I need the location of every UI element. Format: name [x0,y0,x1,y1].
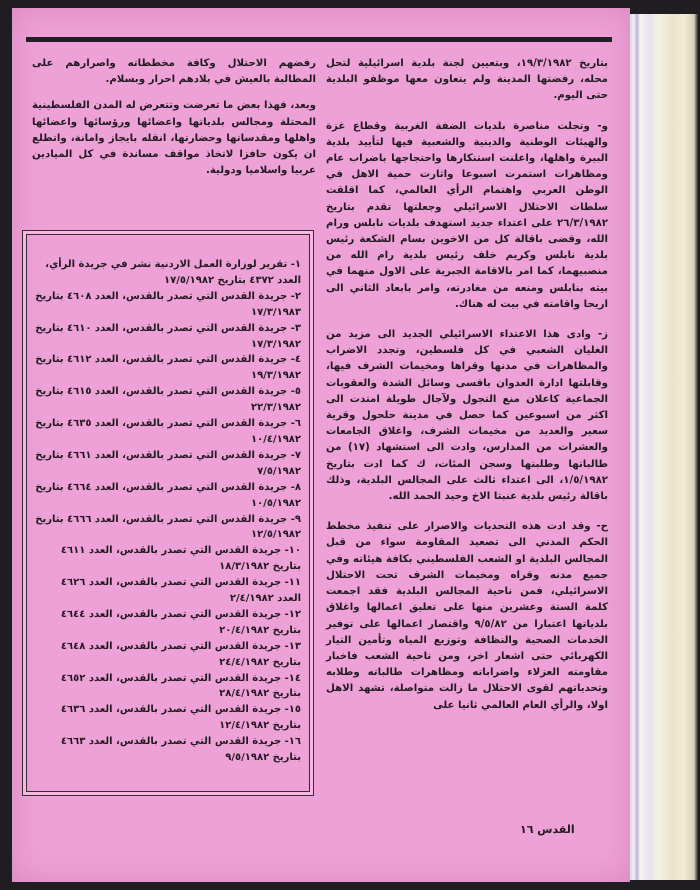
reference-item: ٢- جريدة القدس التي تصدر بالقدس، العدد ٤٦٠٨ بتاريخ ١٧/٣/١٩٨٣ [35,290,301,318]
reference-item: ٩- جريدة القدس التي تصدر بالقدس، العدد ٤٦٦٦ بتاريخ ١٢/٥/١٩٨٢ [35,513,301,541]
top-rule [26,37,612,42]
reference-item: ٣- جريدة القدس التي تصدر بالقدس، العدد ٤٦١٠ بتاريخ ١٧/٣/١٩٨٢ [35,322,301,350]
section-zay: ز- وادى هذا الاعتداء الاسرائيلي الجديد الى مزيد من الغليان الشعبي في كل فلسطين، وتجدد الاضراب والمظاهرات في مدنها وقراها ومخيمات الشرف فيها، وقابلتها ادارة العدوان باقسى وسائل الشدة والعقوبات الجماعية كاعلان منع التجول ولآجال طويلة امتدت الى اكثر من اسبوعين كما حصل في مدينة حلحول وقرية سعير والعديد من مخيمات الشرف، واغلاق الجامعات والعشرات من المدارس، وادت الى استشهاد (١٧) من طالباتها وطلبتها وسجن المئات، ك كما ادت بتاريخ ١/٥/١٩٨٢، الى اعتداء ثالث على المجالس البلدية، وذلك باقالة رئيس بلدية عنبتا الاخ وحيد الحمد الله. [326,329,608,503]
reference-item: ١- تقرير لوزارة العمل الاردنية نشر في جريدة الرأي، العدد ٤٣٧٢ بتاريخ ١٧/٥/١٩٨٢ [45,259,301,286]
reference-item: ١١- جريدة القدس التي تصدر بالقدس، العدد ٤٦٢٦ العدد ٢/٤/١٩٨٢ [60,577,301,605]
section-ha: ح- وقد ادت هذه التحديات والاصرار على تنفيذ مخطط الحكم المدني الى تصعيد المقاومة سواء من قبل المجالس البلدية او الشعب الفلسطيني بكافة هيئاته وفي جميع مدنه وقراه ومخيمات الشرف تحت الاحتلال الاسرائيلي، فمن ناحية المجالس البلدية فقد اجمعت كلمة الستة وعشرين منها على تعليق اعمالها واغلاق بلدياتها اعتبارا من ٩/٥/٨٢ واقتصار اعمالها على توفير الخدمات الصحية والنظافة وتوزيع المياه وتأمين التيار الكهربائي حتى اشعار اخر، ومن ناحية الشعب فاخبار مقاومته العزلاء واضراباته ومظاهرات طالباته وطلابه وتحدياتهم لقوى الاحتلال ما زالت متواصلة، تشهد الاهل اولا، والرأي العام العالمي ثانيا على [326,521,608,711]
intro-paragraph: بتاريخ ١٩/٣/١٩٨٢، وبتعيين لجنة بلدية اسرائيلية لتحل محله، رفضتها المدينة ولم يتعاون معها موظفو البلدية حتى اليوم. [326,58,608,102]
page-edge-stack [628,14,698,880]
left-paragraph-2: وبعد، فهذا بعض ما تعرضت وتتعرض له المدن الفلسطينية المحتلة ومجالس بلدياتها واعضائها ورؤسائها واعضائها واهلها ومقدساتها وحضارتها، انقله بايجاز وامانة، واتطلع ان يكون حافزا لاتخاذ مواقف مساندة في كل الميادين عربيا واسلاميا ودولية. [32,100,316,177]
magazine-page [12,8,630,882]
right-column [326,56,608,714]
reference-item: ٤- جريدة القدس التي تصدر بالقدس، العدد ٤٦١٢ بتاريخ ١٩/٣/١٩٨٢ [35,354,301,382]
reference-item: ٥- جريدة القدس التي تصدر بالقدس، العدد ٤٦١٥ بتاريخ ٢٢/٣/١٩٨٢ [35,386,301,414]
reference-item: ١٥- جريدة القدس التي تصدر بالقدس، العدد ٤٦٣٦ بتاريخ ١٢/٤/١٩٨٢ [60,704,301,732]
section-waw: و- وتجلت مناصرة بلديات الضفة الغربية وقطاع غزة والهيئات الوطنية والدينية والشعبية فيها لتأييد بلدية البيرة واهلها، واعلنت استنكارها واحتجاجها باضراب عام ومظاهرات استمرت اسبوعا واثارت حمية الاهل في الوطن العربي واهتمام الرأي العالمي، كما اقلقت سلطات الاحتلال الاسرائيلي وجعلتها تقدم بتاريخ ٢٦/٣/١٩٨٢ على اعتداء جديد استهدف بلديات نابلس ورام الله، وقضى باقالة كل من الاخوين بسام الشكعة رئيس بلدية نابلس وكريم خلف رئيس بلدية رام الله من منصبيهما، كما امر بالاقامة الجبرية على الاول منهما في بيته بنابلس ومنعه من مغادرته، وامر بابعاد الثاني الى اريحا واقامته في بيت له هناك. [326,120,608,310]
reference-item: ١٤- جريدة القدس التي تصدر بالقدس، العدد ٤٦٥٢ بتاريخ ٢٨/٤/١٩٨٢ [60,672,301,700]
references-box [26,234,310,792]
page-footer: القدس ١٦ [520,823,575,836]
reference-item: ٨- جريدة القدس التي تصدر بالقدس، العدد ٤٦٦٤ بتاريخ ١٠/٥/١٩٨٢ [35,481,301,509]
reference-item: ١٠- جريدة القدس التي تصدر بالقدس، العدد ٤٦١١ بتاريخ ١٨/٣/١٩٨٢ [60,545,301,573]
left-paragraph-1: رفضهم الاحتلال وكافة مخططاته واصرارهم على المطالبة بالعيش في بلادهم احرار وبسلام. [32,58,316,86]
references-list [35,257,301,766]
reference-item: ٦- جريدة القدس التي تصدر بالقدس، العدد ٤٦٣٥ بتاريخ ١٠/٤/١٩٨٢ [35,418,301,445]
reference-item: ١٢- جريدة القدس التي تصدر بالقدس، العدد ٤٦٤٤ بتاريخ ٢٠/٤/١٩٨٢ [60,608,301,636]
left-column [32,56,316,179]
reference-item: ١٦- جريدة القدس التي تصدر بالقدس، العدد ٤٦٦٣ بتاريخ ٩/٥/١٩٨٢ [60,736,301,764]
reference-item: ١٣- جريدة القدس التي تصدر بالقدس، العدد ٤٦٤٨ بتاريخ ٢٤/٤/١٩٨٢ [60,640,301,668]
reference-item: ٧- جريدة القدس التي تصدر بالقدس، العدد ٤٦٦١ بتاريخ ٧/٥/١٩٨٢ [35,449,301,477]
